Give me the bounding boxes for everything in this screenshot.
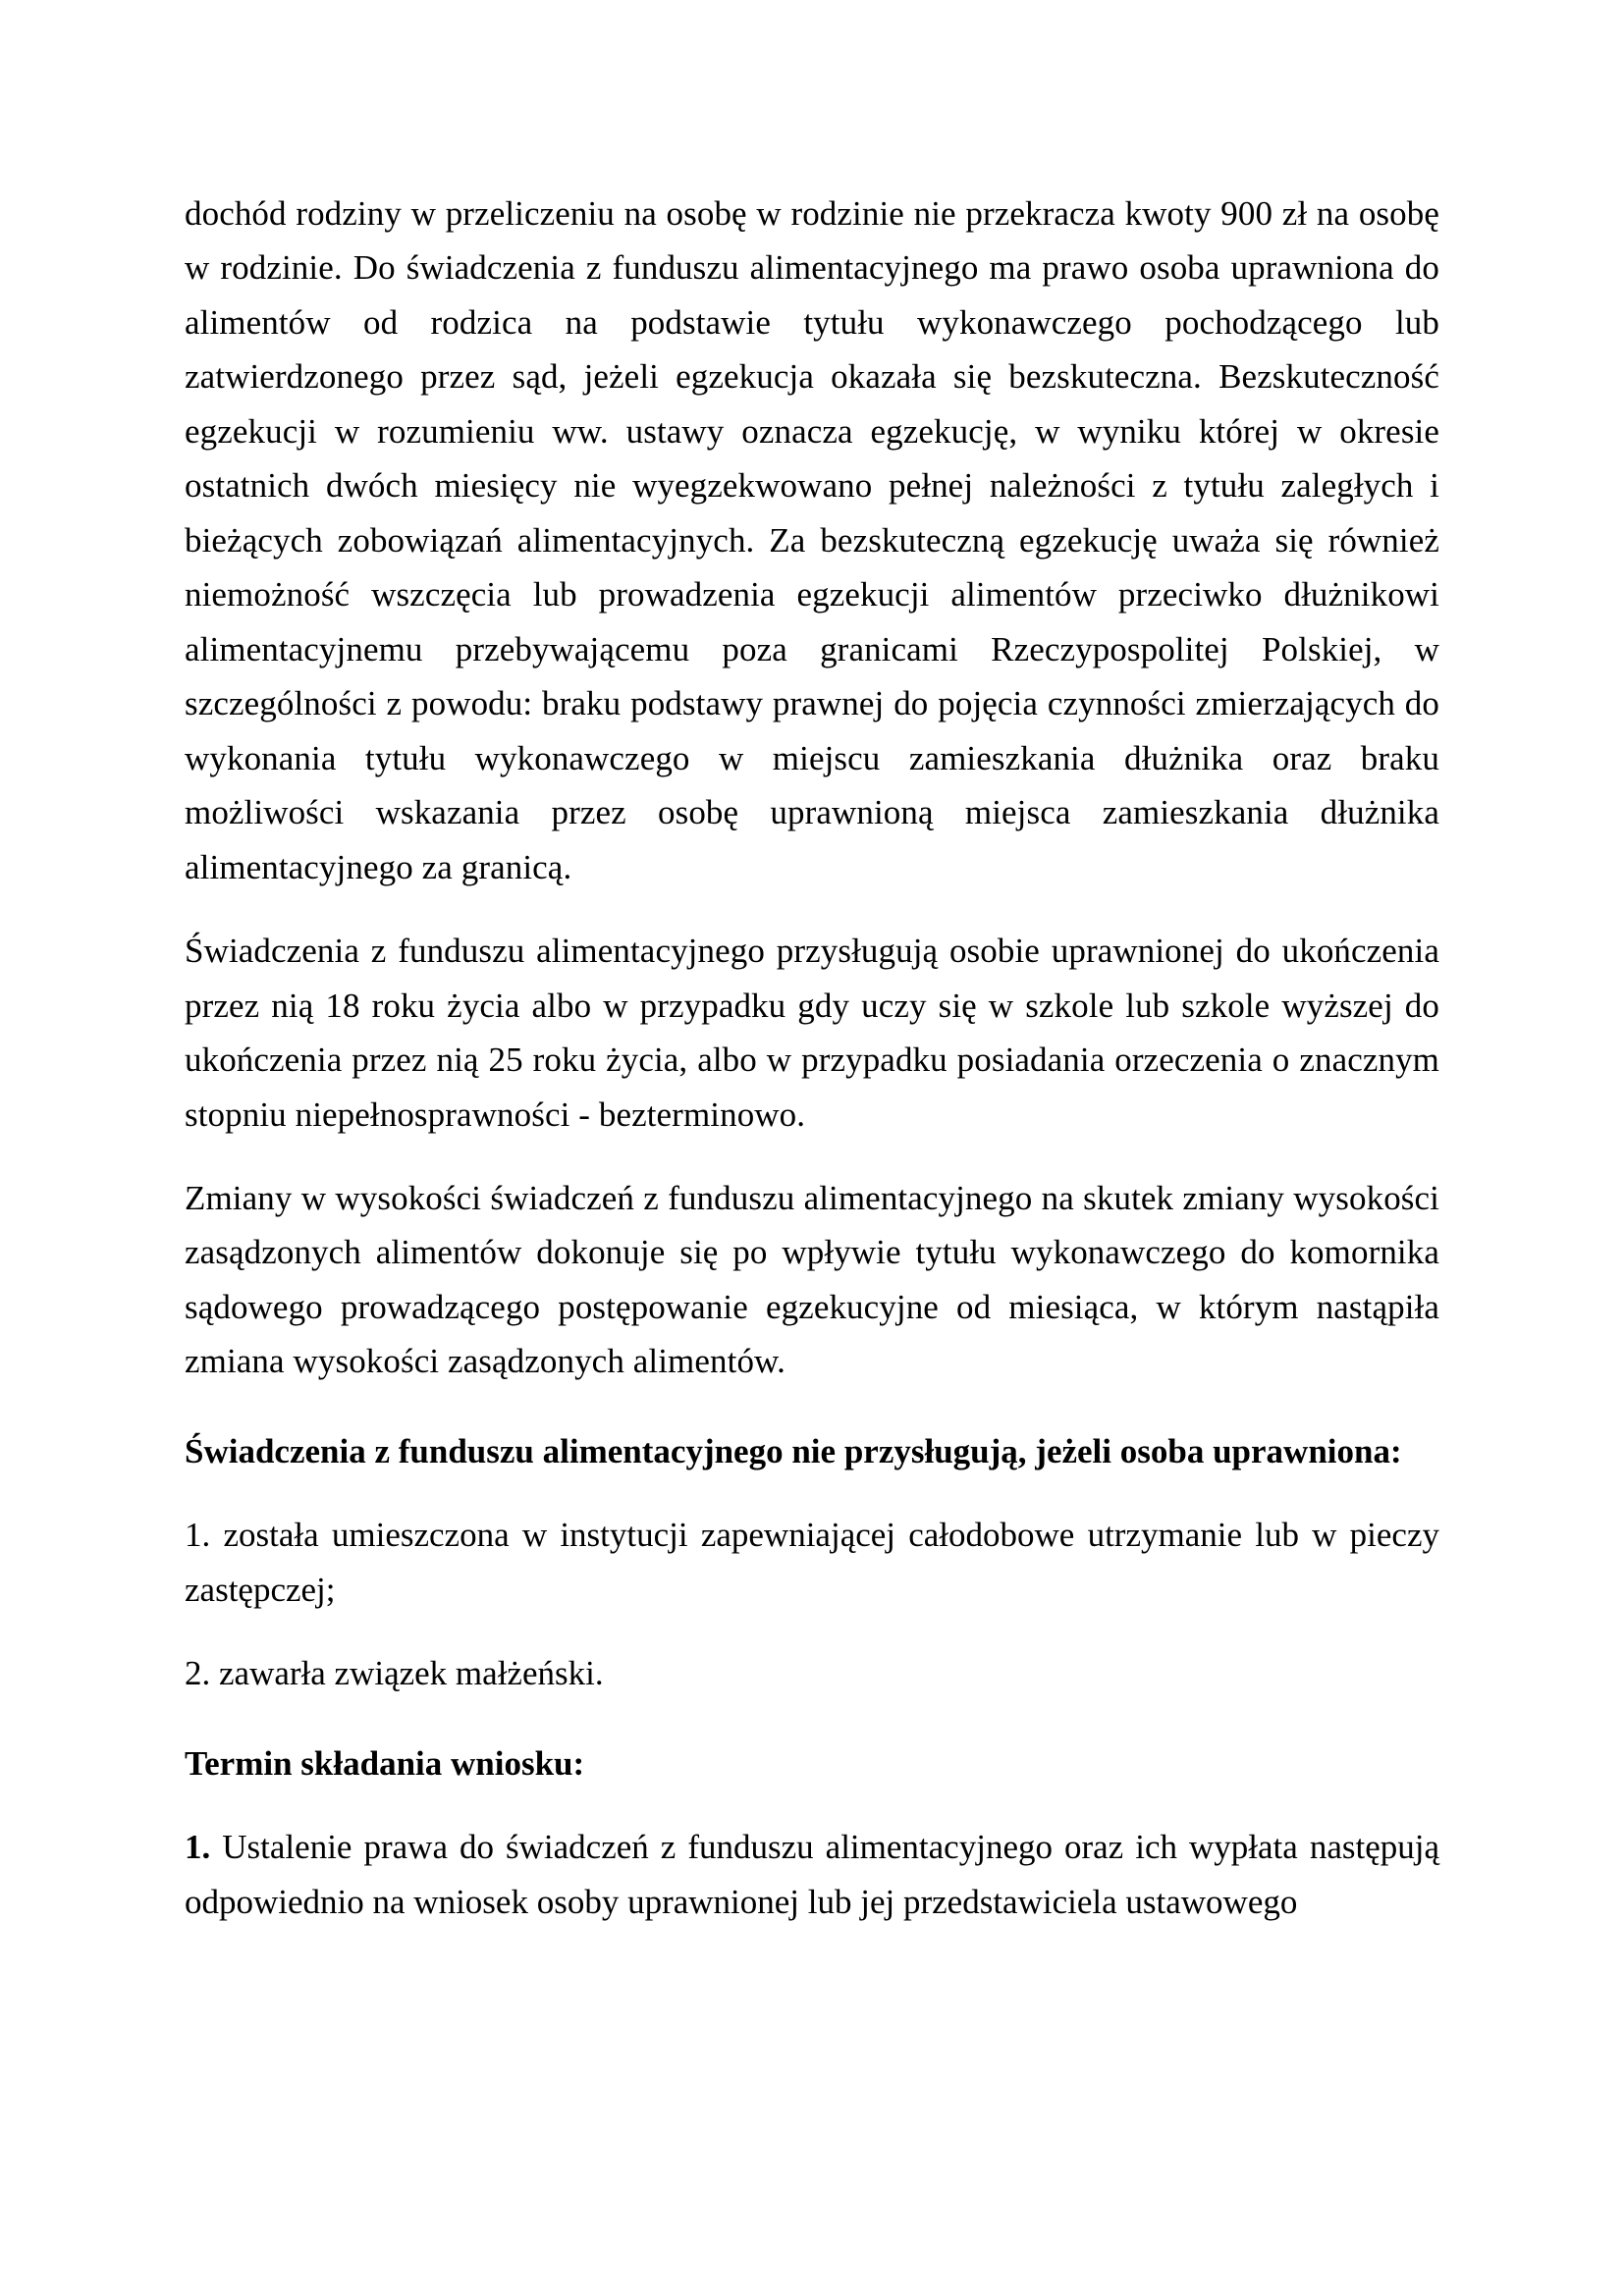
paragraph-application-1	[185, 1820, 1439, 1929]
heading-application-deadline: Termin składania wniosku:	[185, 1743, 585, 1783]
paragraph-income-criteria: dochód rodziny w przeliczeniu na osobę w rodzinie nie przekracza kwoty 900 zł na osobę w rodzinie. Do świadczenia z funduszu alimentacyjnego ma prawo osoba uprawniona do alimentów od rodzica na podstawie tytułu wykonawczego pochodzącego lub zatwierdzonego przez sąd, jeżeli egzekucja okazała się bezskuteczna. Bezskuteczność egzekucji w rozumieniu ww. ustawy oznacza egzekucję, w wyniku której w okresie ostatnich dwóch miesięcy nie wyegzekwowano pełnej należności z tytułu zaległych i bieżących zobowiązań alimentacyjnych. Za bezskuteczną egzekucję uważa się również niemożność wszczęcia lub prowadzenia egzekucji alimentów przeciwko dłużnikowi alimentacyjnemu przebywającemu poza granicami Rzeczypospolitej Polskiej, w szczególności z powodu: braku podstawy prawnej do pojęcia czynności zmierzających do wykonania tytułu wykonawczego w miejscu zamieszkania dłużnika oraz braku możliwości wskazania przez osobę uprawnioną miejsca zamieszkania dłużnika alimentacyjnego za granicą.	[185, 194, 1439, 886]
paragraph-eligibility-age: Świadczenia z funduszu alimentacyjnego przysługują osobie uprawnionej do ukończenia przez nią 18 roku życia albo w przypadku gdy uczy się w szkole lub szkole wyższej do ukończenia przez nią 25 roku życia, albo w przypadku posiadania orzeczenia o znacznym stopniu niepełnosprawności - bezterminowo.	[185, 932, 1439, 1134]
document-content	[185, 187, 1439, 1958]
list-item-2: 2. zawarła związek małżeński.	[185, 1654, 604, 1693]
paragraph-application-1-number: 1.	[185, 1828, 211, 1867]
heading-not-entitled: Świadczenia z funduszu alimentacyjnego nie przysługują, jeżeli osoba uprawniona:	[185, 1431, 1402, 1470]
paragraph-amount-changes: Zmiany w wysokości świadczeń z funduszu alimentacyjnego na skutek zmiany wysokości zasądzonych alimentów dokonuje się po wpływie tytułu wykonawczego do komornika sądowego prowadzącego postępowanie egzekucyjne od miesiąca, w którym nastąpiła zmiana wysokości zasądzonych alimentów.	[185, 1178, 1439, 1381]
paragraph-application-1-text: Ustalenie prawa do świadczeń z funduszu alimentacyjnego oraz ich wypłata następują odpowiednio na wniosek osoby uprawnionej lub jej przedstawiciela ustawowego	[185, 1828, 1440, 1921]
list-item-1: 1. została umieszczona w instytucji zapewniającej całodobowe utrzymanie lub w pieczy zastępczej;	[185, 1516, 1439, 1609]
